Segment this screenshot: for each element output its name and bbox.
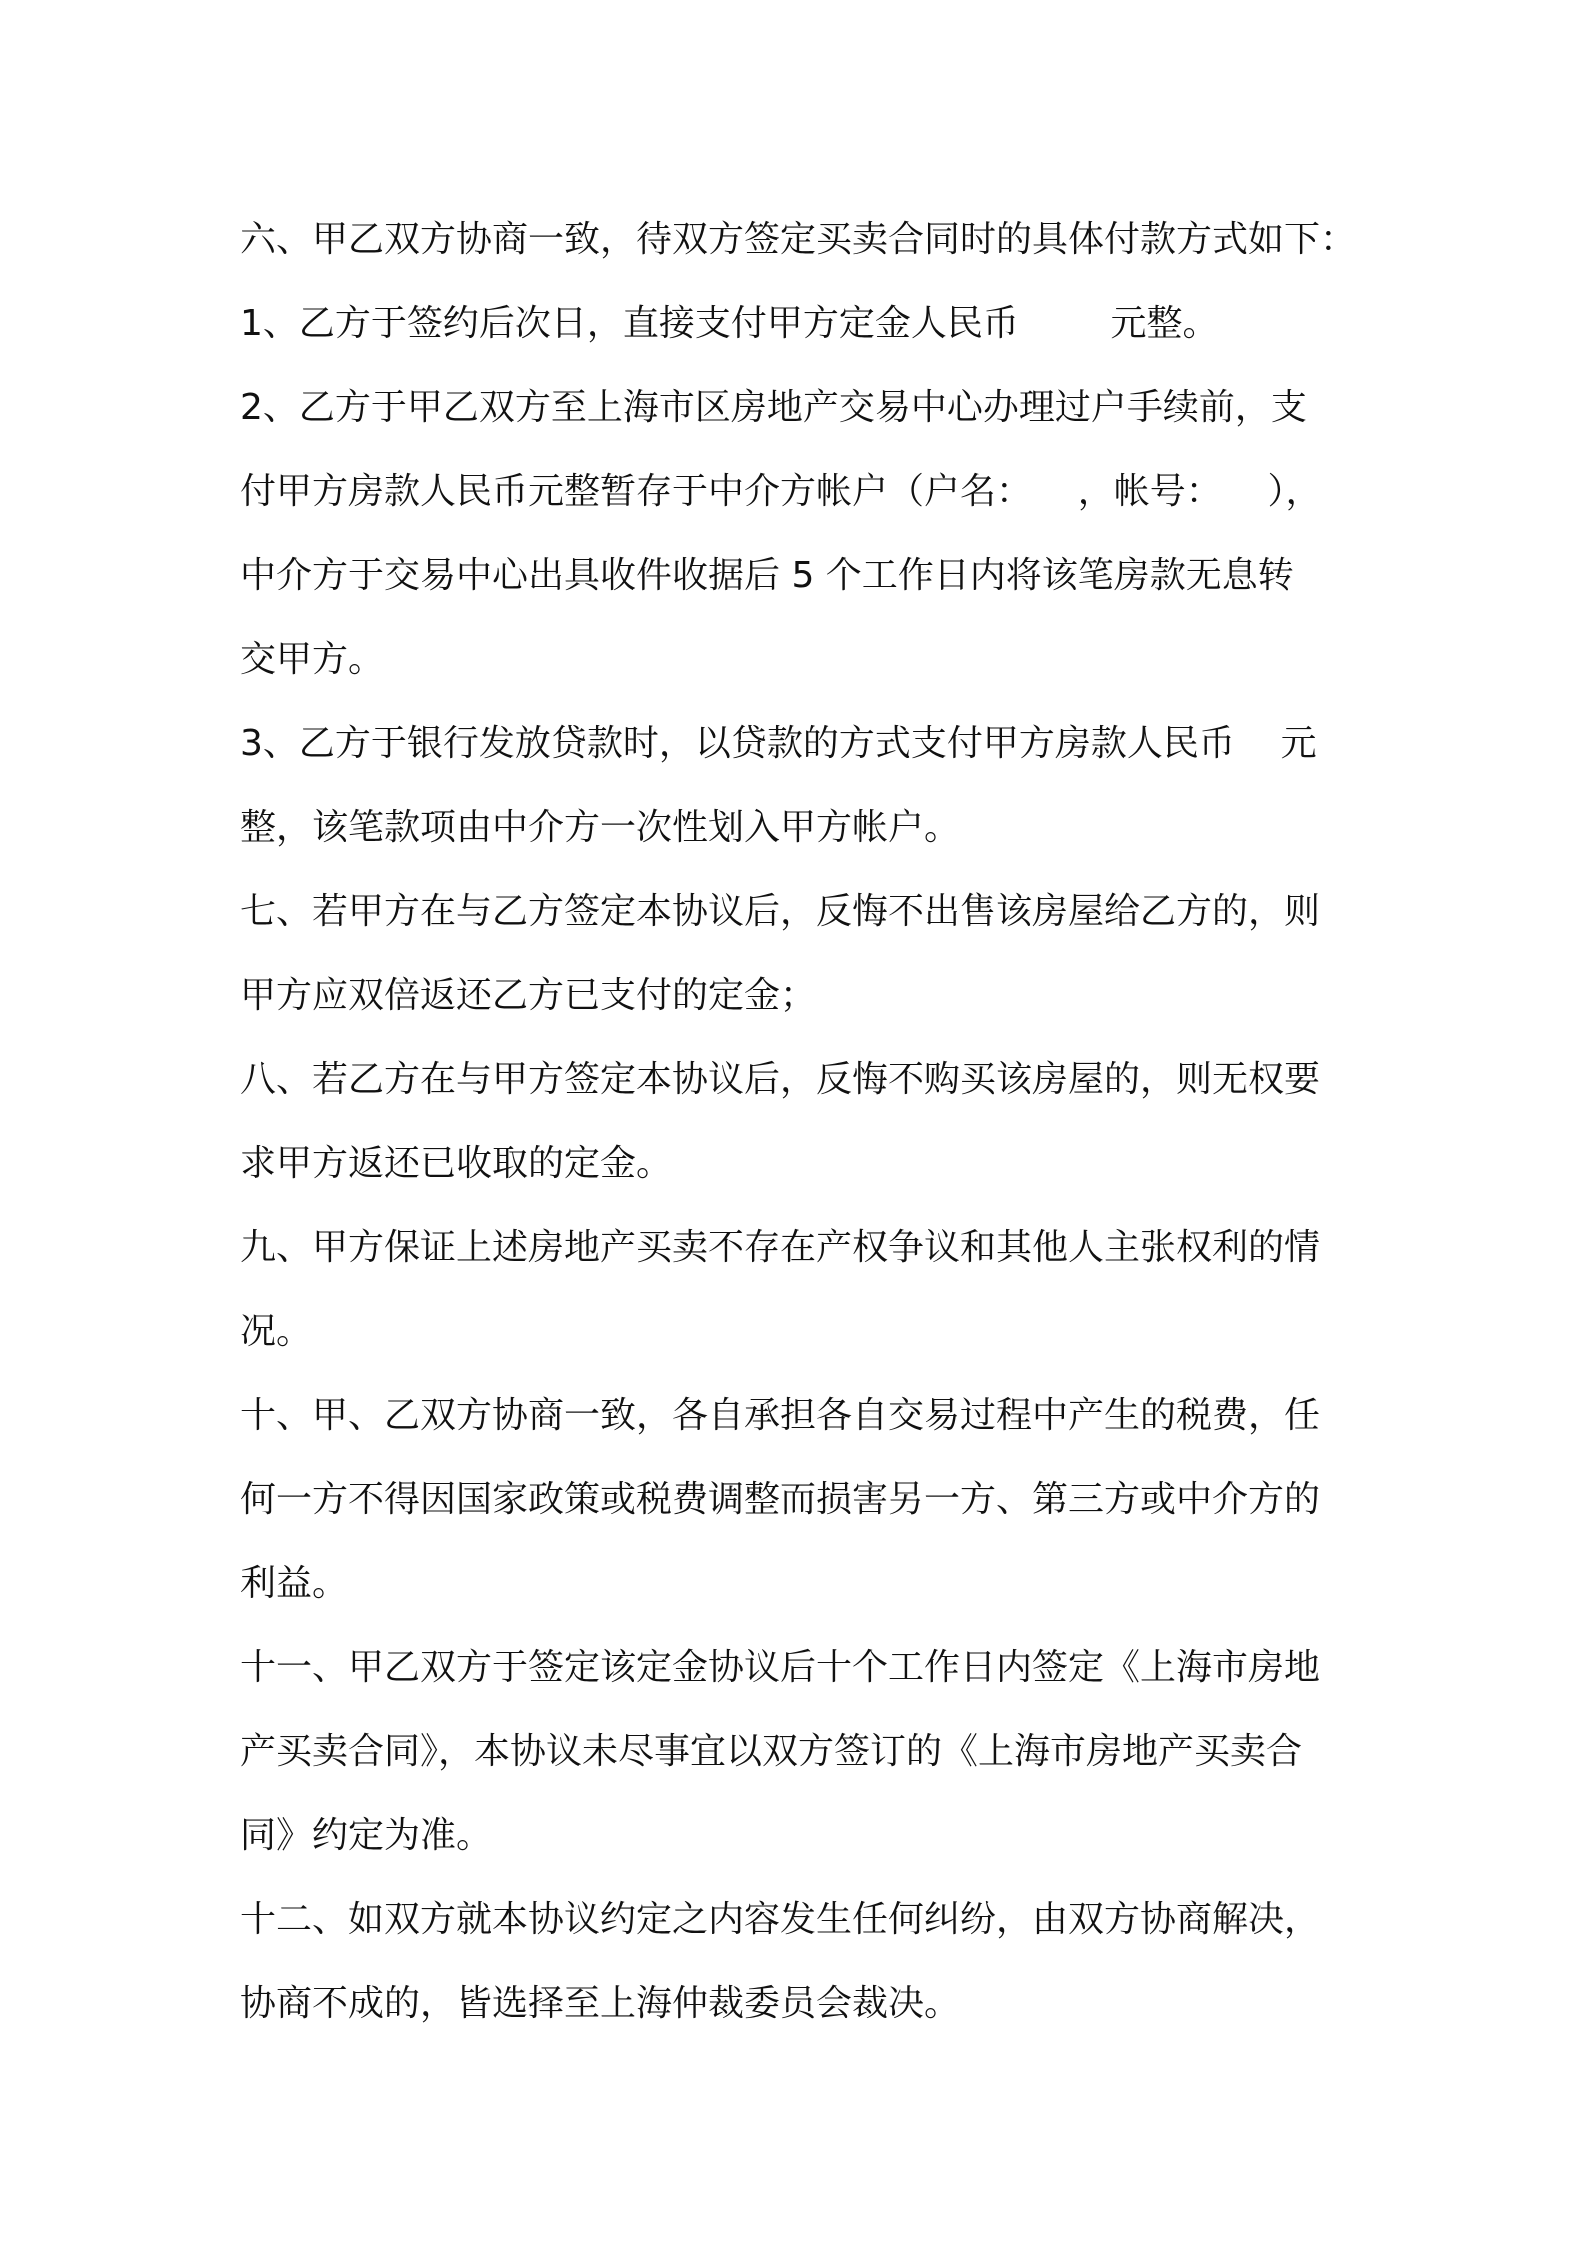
clause-6-item-2-line-3: 中介方于交易中心出具收件收据后 5 个工作日内将该笔房款无息转 bbox=[240, 555, 1294, 596]
clause-6-item-3-line-2: 整，该笔款项由中介方一次性划入甲方帐户。 bbox=[240, 807, 961, 848]
document-body bbox=[240, 198, 1360, 2046]
clause-12-line-1: 十二、如双方就本协议约定之内容发生任何纠纷，由双方协商解决， bbox=[240, 1899, 1321, 1940]
clause-7-line-2: 甲方应双倍返还乙方已支付的定金； bbox=[240, 975, 817, 1016]
clause-9-line-2: 况。 bbox=[240, 1311, 313, 1352]
clause-6-line-1: 六、甲乙双方协商一致，待双方签定买卖合同时的具体付款方式如下： bbox=[240, 219, 1357, 260]
clause-8-line-2: 求甲方返还已收取的定金。 bbox=[240, 1143, 673, 1184]
clause-6-item-2-line-1: 2、乙方于甲乙双方至上海市区房地产交易中心办理过户手续前，支 bbox=[240, 387, 1307, 428]
clause-12-line-2: 协商不成的，皆选择至上海仲裁委员会裁决。 bbox=[240, 1983, 961, 2024]
clause-11-line-3: 同》约定为准。 bbox=[240, 1815, 493, 1856]
clause-11-line-2: 产买卖合同》，本协议未尽事宜以双方签订的《上海市房地产买卖合 bbox=[240, 1731, 1303, 1772]
clause-8-line-1: 八、若乙方在与甲方签定本协议后，反悔不购买该房屋的，则无权要 bbox=[240, 1059, 1321, 1100]
clause-7-line-1: 七、若甲方在与乙方签定本协议后，反悔不出售该房屋给乙方的，则 bbox=[240, 891, 1321, 932]
clause-6-item-2-line-4: 交甲方。 bbox=[240, 639, 385, 680]
clause-10-line-1: 十、甲、乙双方协商一致，各自承担各自交易过程中产生的税费，任 bbox=[240, 1395, 1321, 1436]
clause-10-line-3: 利益。 bbox=[240, 1563, 349, 1604]
clause-6-item-2-line-2: 付甲方房款人民币元整暂存于中介方帐户（户名： ，帐号： ）， bbox=[240, 471, 1322, 512]
clause-6-item-1-line: 1、乙方于签约后次日，直接支付甲方定金人民币 元整。 bbox=[240, 303, 1219, 344]
clause-11-line-1: 十一、甲乙双方于签定该定金协议后十个工作日内签定《上海市房地 bbox=[240, 1647, 1321, 1688]
clause-9-line-1: 九、甲方保证上述房地产买卖不存在产权争议和其他人主张权利的情 bbox=[240, 1227, 1321, 1268]
clause-6-item-3-line-1: 3、乙方于银行发放贷款时，以贷款的方式支付甲方房款人民币 元 bbox=[240, 723, 1317, 764]
clause-10-line-2: 何一方不得因国家政策或税费调整而损害另一方、第三方或中介方的 bbox=[240, 1479, 1321, 1520]
